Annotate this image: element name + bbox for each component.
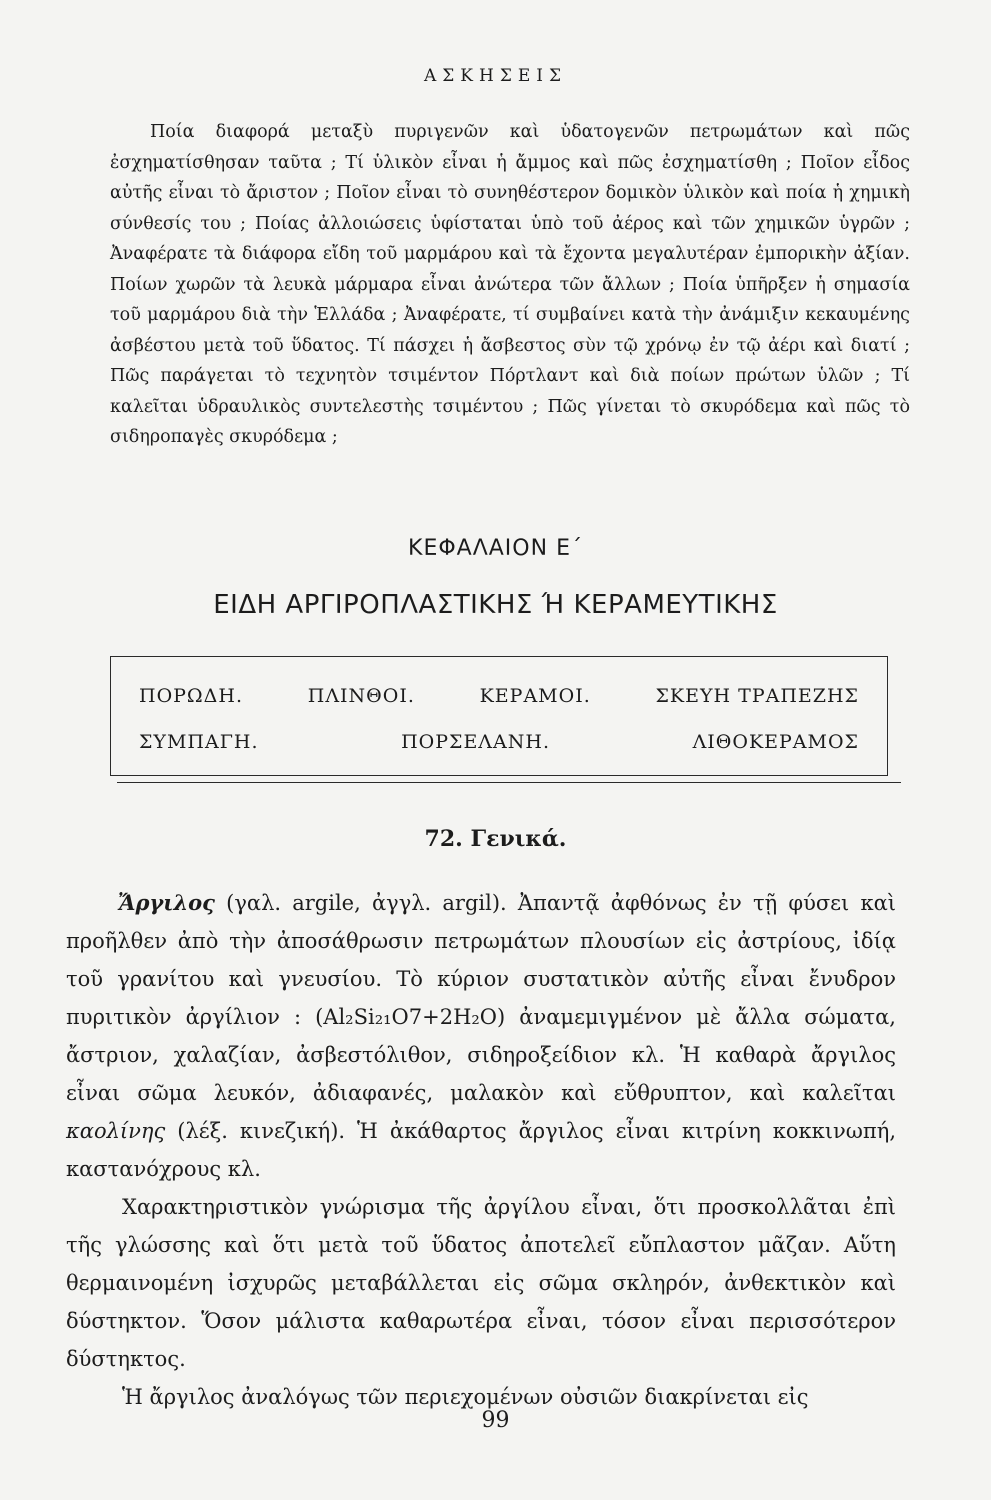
topic-item: ΣΥΜΠΑΓΗ. [139,731,259,753]
topic-item: ΛΙΘΟΚΕΡΑΜΟΣ [692,731,859,753]
topics-row-2 [139,731,859,753]
paragraph-2: Χαρακτηριστικὸν γνώρισμα τῆς ἀργίλου εἶναι, ὅτι προσκολλᾶται ἐπὶ τῆς γλώσσης καὶ ὅτι μετὰ τοῦ ὕδατος ἀποτελεῖ εὔπλαστον μᾶζαν. Αὕτη θερμαινομένη ἰσχυρῶς μεταβάλλεται εἰς σῶμα σκληρόν, ἀνθεκτικὸν καὶ δύστηκτον. Ὅσον μάλιστα καθαρωτέρα εἶναι, τόσον εἶναι περισσότερον δύστηκτος. [66,1195,896,1371]
exercises-heading: ΑΣΚΗΣΕΙΣ [424,66,567,86]
topic-item: ΠΟΡΣΕΛΑΝΗ. [401,731,550,753]
topic-item: ΠΟΡΩΔΗ. [139,685,244,707]
term-argillos: Ἄργιλος [118,890,215,915]
chapter-title: ΕΙΔΗ ΑΡΓΙΡΟΠΛΑΣΤΙΚΗΣ Ή ΚΕΡΑΜΕΥΤΙΚΗΣ [213,590,778,620]
paragraph-1-text-a: (γαλ. argile, ἀγγλ. argil). Ἀπαντᾷ ἀφθόνως ἐν τῇ φύσει καὶ προῆλθεν ἀπὸ τὴν ἀποσάθρωσιν πετρωμάτων πλουσίων εἰς ἀστρίους, ἰδίᾳ τοῦ γρανίτου καὶ γνευσίου. Τὸ κύριον συστατικὸν αὐτῆς εἶναι ἔνυδρον πυριτικὸν ἀργίλιον : (Al₂Si₂₁O7+2H₂O) ἀναμεμιγμένον μὲ ἄλλα σώματα, ἄστριον, χαλαζίαν, ἀσβεστόλιθον, σιδηροξείδιον κλ. Ἡ καθαρὰ ἄργιλος εἶναι σῶμα λευκόν, ἀδιαφανές, μαλακὸν καὶ εὔθρυπτον, καὶ καλεῖται [66,891,896,1105]
section-title: 72. Γενικά. [424,826,567,852]
topic-item: ΣΚΕΥΗ ΤΡΑΠΕΖΗΣ [655,685,859,707]
exercises-text: Ποία διαφορά μεταξὺ πυριγενῶν καὶ ὑδατογενῶν πετρωμάτων καὶ πῶς ἐσχηματίσθησαν ταῦτα ; Τί ὑλικὸν εἶναι ἡ ἄμμος καὶ πῶς ἐσχηματίσθη ; Ποῖον εἶδος αὐτῆς εἶναι τὸ ἄριστον ; Ποῖον εἶναι τὸ συνηθέστερον δομικὸν ὑλικὸν καὶ ποία ἡ χημικὴ σύνθεσίς του ; Ποίας ἀλλοιώσεις ὑφίσταται ὑπὸ τοῦ ἀέρος καὶ τῶν χημικῶν ὑγρῶν ; Ἀναφέρατε τὰ διάφορα εἴδη τοῦ μαρμάρου καὶ τὰ ἔχοντα μεγαλυτέραν ἐμπορικὴν ἀξίαν. Ποίων χωρῶν τὰ λευκὰ μάρμαρα εἶναι ἀνώτερα τῶν ἄλλων ; Ποία ὑπῆρξεν ἡ σημασία τοῦ μαρμάρου διὰ τὴν Ἑλλάδα ; Ἀναφέρατε, τί συμβαίνει κατὰ τὴν ἀνάμιξιν κεκαυμένης ἀσβέστου μετὰ τοῦ ὕδατος. Τί πάσχει ἡ ἄσβεστος σὺν τῷ χρόνῳ ἐν τῷ ἀέρι καὶ διατί ; Πῶς παράγεται τὸ τεχνητὸν τσιμέντον Πόρτλαντ καὶ διὰ ποίων πρώτων ὑλῶν ; Τί καλεῖται ὑδραυλικὸς συντελεστὴς τσιμέντου ; Πῶς γίνεται τὸ σκυρόδεμα καὶ πῶς τὸ σιδηροπαγὲς σκυρόδεμα ; [110,122,910,447]
paragraph-1-text-b: (λέξ. κινεζική). Ἡ ἀκάθαρτος ἄργιλος εἶναι κιτρίνη κοκκινωπή, καστανόχρους κλ. [66,1119,896,1181]
topics-row-1 [139,685,859,707]
page-number: 99 [481,1408,510,1433]
topic-item: ΚΕΡΑΜΟΙ. [479,685,591,707]
chapter-label: ΚΕΦΑΛΑΙΟΝ Ε΄ [408,536,583,561]
paragraph-1 [66,884,896,1188]
paragraph-3: Ἡ ἄργιλος ἀναλόγως τῶν περιεχομένων οὐσιῶν διακρίνεται εἰς [122,1385,809,1409]
topics-box [110,656,888,776]
body-text [66,884,896,1416]
term-kaolinis: καολίνης [66,1119,166,1143]
topic-item: ΠΛΙΝΘΟΙ. [307,685,415,707]
